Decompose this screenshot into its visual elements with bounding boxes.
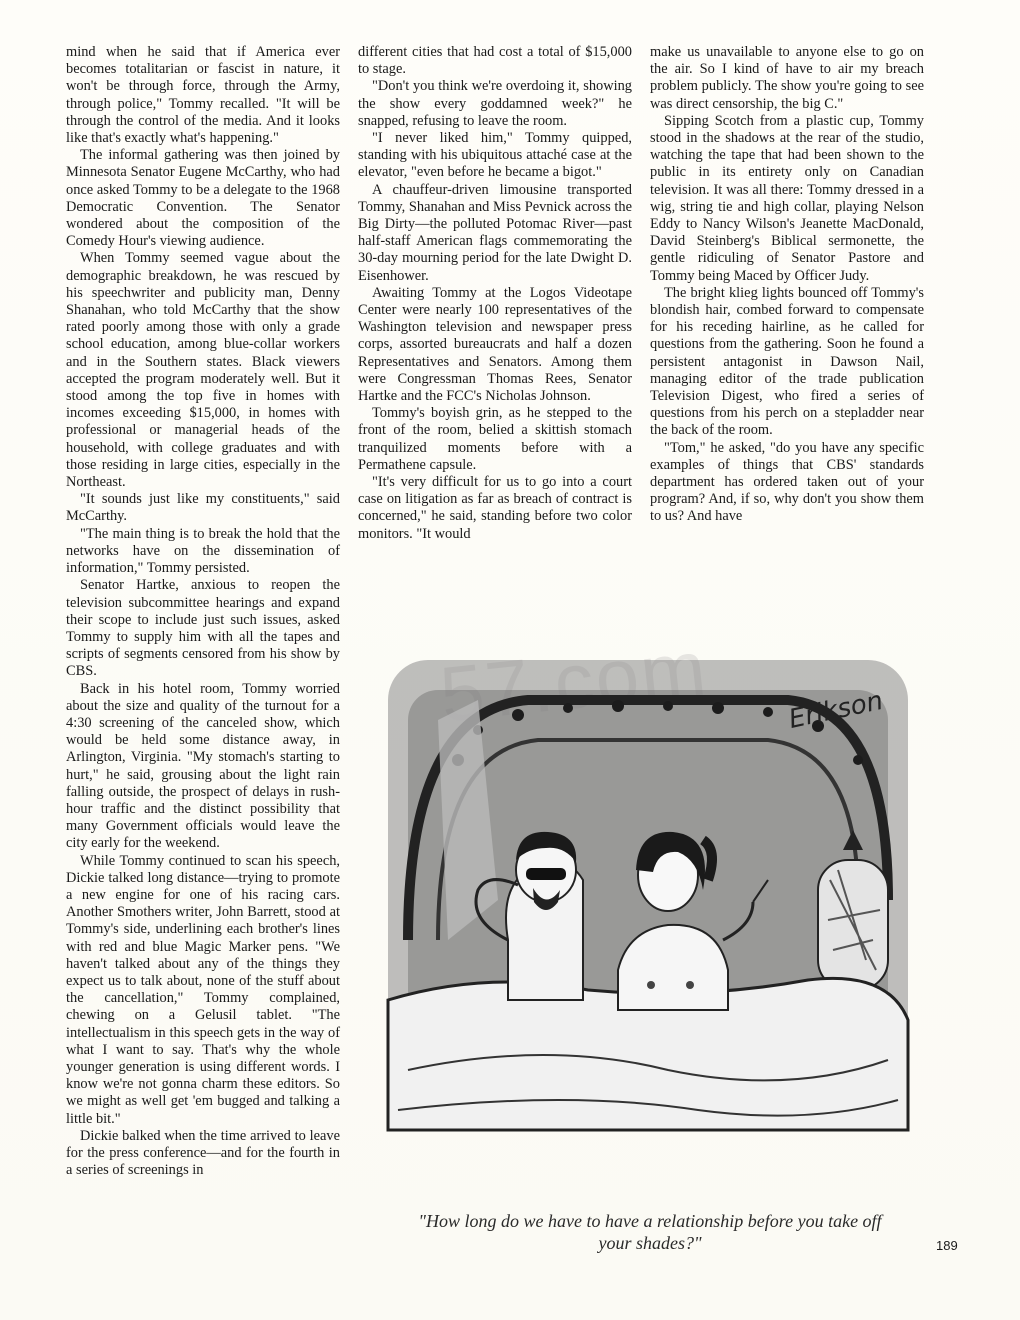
paragraph: Dickie balked when the time arrived to leave for the press conference—and for the fourth in a series of screenings in <box>66 1127 340 1179</box>
cartoon-illustration <box>368 640 928 1180</box>
text-column-1 <box>66 44 340 1179</box>
paragraph: different cities that had cost a total of $15,000 to stage. <box>358 44 632 78</box>
paragraph: While Tommy continued to scan his speech, Dickie talked long distance—trying to promote a new engine for one of his racing cars. Another Smothers writer, John Barrett, stood at Tommy's side, underlining each brother's lines with red and blue Magic Marker pens. "We haven't talked about any of the things they expect us to talk about, none of the stuff about the cancellation," Tommy complained, chewing on a Gelusil tablet. "The intellectualism in this speech gets in the way of what I want to say. That's why the whole younger generation is using different words. I know we're not gonna charm these editors. So we might as well get 'em bugged and talking a little bit." <box>66 852 340 1127</box>
paragraph: "The main thing is to break the hold that the networks have on the dissemination of information," Tommy persisted. <box>66 525 340 577</box>
paragraph: Back in his hotel room, Tommy worried about the size and quality of the turnout for a 4:30 screening of the canceled show, which would be held some distance away, in Arlington, Virginia. "My stomach's starting to hurt," he said, grousing about the light rain falling outside, the prospect of delays in rush-hour traffic and the distinct possibility that many Government officials would leave the city early for the weekend. <box>66 680 340 852</box>
paragraph: Senator Hartke, anxious to reopen the television subcommittee hearings and expand their scope to include just such issues, asked Tommy to supply him with all the tapes and scripts of segments censored from his show by CBS. <box>66 577 340 680</box>
paragraph: "It sounds just like my constituents," said McCarthy. <box>66 491 340 525</box>
paragraph: The bright klieg lights bounced off Tommy's blondish hair, combed forward to compensate for his receding hairline, as he called for questions from the gathering. Soon he found a persistent antagonist in Dawson Nail, managing editor of the trade publication Television Digest, who fired a series of questions from his perch on a stepladder near the back of the room. <box>650 284 924 439</box>
paragraph: "Tom," he asked, "do you have any specific examples of things that CBS' standards department has ordered taken out of your program? And, if so, why don't you show them to us? And have <box>650 439 924 525</box>
paragraph: The informal gathering was then joined by Minnesota Senator Eugene McCarthy, who had once asked Tommy to be a delegate to the 1968 Democratic Convention. The Senator wondered about the composition of the Comedy Hour's viewing audience. <box>66 147 340 250</box>
paragraph: Sipping Scotch from a plastic cup, Tommy stood in the shadows at the rear of the studio, watching the tape that had been shown to the public in its entirety only on Canadian television. It was all there: Tommy dressed in a wig, string tie and high collar, playing Nelson Eddy to Nancy Wilson's Jeanette MacDonald, David Steinberg's Biblical sermonette, the gentle ridiculing of Senator Pastore and Tommy being Maced by Officer Judy. <box>650 112 924 284</box>
paragraph: make us unavailable to anyone else to go on the air. So I kind of have to air my breach problem publicly. The show you're going to see was direct censorship, the big C." <box>650 44 924 112</box>
paragraph: "It's very difficult for us to go into a court case on litigation as far as breach of contract is concerned," he said, standing before two color monitors. "It would <box>358 474 632 542</box>
paragraph: "Don't you think we're overdoing it, showing the show every goddamned week?" he snapped, refusing to leave the room. <box>358 78 632 129</box>
paragraph: "I never liked him," Tommy quipped, standing with his ubiquitous attaché case at the elevator, "even before he became a bigot." <box>358 130 632 181</box>
text-column-2 <box>358 44 632 543</box>
paragraph: When Tommy seemed vague about the demographic breakdown, he was rescued by his speechwriter and publicity man, Denny Shanahan, who told McCarthy that the show rated poorly among those with only a grade school education, among blue-collar workers and in the Southern states. Black viewers accepted the program moderately well. But it stood among the top five in homes with incomes exceeding $15,000, in homes with professional or managerial heads of the household, with college graduates and with those residing in large cities, especially in the Northeast. <box>66 250 340 491</box>
paragraph: Awaiting Tommy at the Logos Videotape Center were nearly 100 representatives of the Washington television and newspaper press corps, assorted bureaucrats and half a dozen Representatives and Senators. Among them were Congressman Thomas Rees, Senator Hartke and the FCC's Nicholas Johnson. <box>358 284 632 405</box>
text-column-3 <box>650 44 924 526</box>
cartoon-caption: "How long do we have to have a relationship before you take off your shades?" <box>418 1211 882 1253</box>
page-number: 189 <box>936 1238 958 1253</box>
paragraph: mind when he said that if America ever becomes totalitarian or fascist in nature, it won't be through force, through the Army, through police," Tommy recalled. "It will be through the control of the media. And it looks like that's exactly what's happening." <box>66 44 340 147</box>
paragraph: A chauffeur-driven limousine transported Tommy, Shanahan and Miss Pevnick across the Big Dirty—the polluted Potomac River—past half-staff American flags commemorating the 30-day mourning period for the late Dwight D. Eisenhower. <box>358 181 632 284</box>
artist-signature: Erikson <box>786 685 886 735</box>
paragraph: Tommy's boyish grin, as he stepped to the front of the room, belied a skittish stomach tranquilized moments before with a Permathene capsule. <box>358 405 632 473</box>
